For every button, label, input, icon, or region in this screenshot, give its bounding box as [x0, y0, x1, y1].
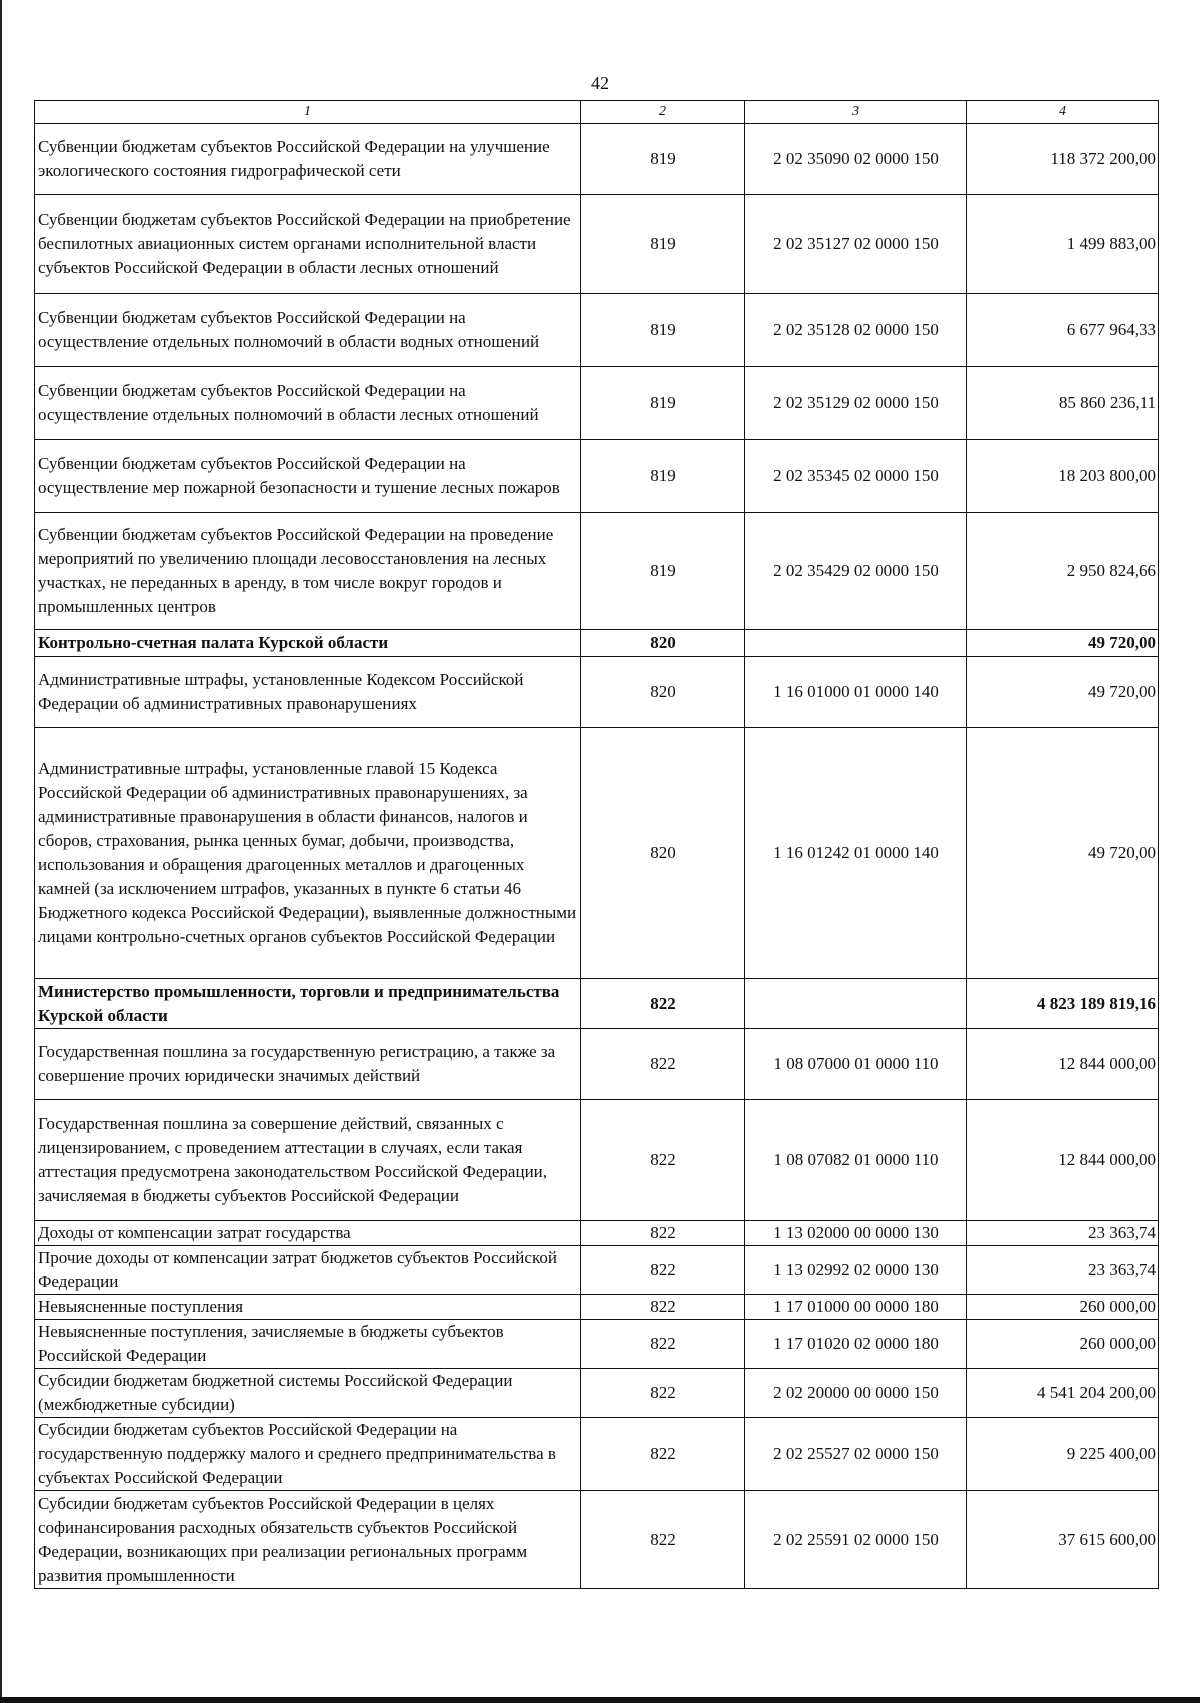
row-admin-code-cell: 819	[581, 513, 745, 630]
row-amount-cell: 260 000,00	[967, 1295, 1159, 1320]
column-number-3: 3	[745, 101, 967, 124]
table-row	[35, 367, 1159, 440]
row-kbk-code-cell: 2 02 35129 02 0000 150	[745, 367, 967, 440]
row-admin-code-cell: 822	[581, 1295, 745, 1320]
table-row	[35, 1418, 1159, 1491]
table-row	[35, 1295, 1159, 1320]
row-kbk-code-cell	[745, 630, 967, 657]
row-amount-cell: 49 720,00	[967, 630, 1159, 657]
row-amount-cell: 118 372 200,00	[967, 124, 1159, 195]
row-amount-cell: 260 000,00	[967, 1320, 1159, 1369]
row-admin-code-cell: 822	[581, 1418, 745, 1491]
row-amount-cell: 12 844 000,00	[967, 1029, 1159, 1100]
page-number: 42	[591, 73, 609, 93]
table-row	[35, 1100, 1159, 1221]
row-admin-code-cell: 819	[581, 195, 745, 294]
row-name-cell: Государственная пошлина за государственную регистрацию, а также за совершение прочих юридически значимых действий	[35, 1029, 581, 1100]
row-amount-cell: 18 203 800,00	[967, 440, 1159, 513]
row-kbk-code-cell: 1 13 02000 00 0000 130	[745, 1221, 967, 1246]
row-name-cell: Субвенции бюджетам субъектов Российской Федерации на приобретение беспилотных авиационных систем органами исполнительной власти субъектов Российской Федерации в области лесных отношений	[35, 195, 581, 294]
table-row	[35, 1246, 1159, 1295]
table-row	[35, 294, 1159, 367]
row-amount-cell: 9 225 400,00	[967, 1418, 1159, 1491]
row-amount-cell: 4 823 189 819,16	[967, 979, 1159, 1029]
row-name-cell: Субсидии бюджетам бюджетной системы Российской Федерации (межбюджетные субсидии)	[35, 1369, 581, 1418]
row-name-cell: Доходы от компенсации затрат государства	[35, 1221, 581, 1246]
column-number-1: 1	[35, 101, 581, 124]
row-amount-cell: 23 363,74	[967, 1221, 1159, 1246]
row-kbk-code-cell: 2 02 25591 02 0000 150	[745, 1491, 967, 1589]
row-kbk-code-cell: 1 08 07000 01 0000 110	[745, 1029, 967, 1100]
table-row	[35, 728, 1159, 979]
row-amount-cell: 4 541 204 200,00	[967, 1369, 1159, 1418]
row-amount-cell: 49 720,00	[967, 728, 1159, 979]
row-kbk-code-cell: 2 02 20000 00 0000 150	[745, 1369, 967, 1418]
row-kbk-code-cell: 2 02 25527 02 0000 150	[745, 1418, 967, 1491]
row-name-cell: Невыясненные поступления, зачисляемые в бюджеты субъектов Российской Федерации	[35, 1320, 581, 1369]
row-amount-cell: 23 363,74	[967, 1246, 1159, 1295]
revenue-table	[34, 100, 1159, 1589]
table-row	[35, 1369, 1159, 1418]
row-name-cell: Субвенции бюджетам субъектов Российской Федерации на осуществление отдельных полномочий в области лесных отношений	[35, 367, 581, 440]
row-admin-code-cell: 820	[581, 657, 745, 728]
row-kbk-code-cell: 2 02 35090 02 0000 150	[745, 124, 967, 195]
row-amount-cell: 85 860 236,11	[967, 367, 1159, 440]
table-row	[35, 440, 1159, 513]
column-number-row	[35, 101, 1159, 124]
row-amount-cell: 6 677 964,33	[967, 294, 1159, 367]
row-admin-code-cell: 820	[581, 630, 745, 657]
table-row	[35, 1491, 1159, 1589]
row-name-cell: Субвенции бюджетам субъектов Российской Федерации на проведение мероприятий по увеличению площади лесовосстановления на лесных участках, не переданных в аренду, в том числе вокруг городов и промышленных центров	[35, 513, 581, 630]
row-kbk-code-cell	[745, 979, 967, 1029]
row-kbk-code-cell: 1 17 01000 00 0000 180	[745, 1295, 967, 1320]
row-amount-cell: 1 499 883,00	[967, 195, 1159, 294]
row-admin-code-cell: 819	[581, 124, 745, 195]
row-name-cell: Административные штрафы, установленные Кодексом Российской Федерации об административных правонарушениях	[35, 657, 581, 728]
row-name-cell: Субвенции бюджетам субъектов Российской Федерации на осуществление мер пожарной безопасности и тушение лесных пожаров	[35, 440, 581, 513]
table-row	[35, 195, 1159, 294]
table-body	[35, 124, 1159, 1589]
row-kbk-code-cell: 1 13 02992 02 0000 130	[745, 1246, 967, 1295]
column-number-4: 4	[967, 101, 1159, 124]
table-row	[35, 657, 1159, 728]
row-admin-code-cell: 822	[581, 1369, 745, 1418]
row-admin-code-cell: 822	[581, 1100, 745, 1221]
row-kbk-code-cell: 2 02 35429 02 0000 150	[745, 513, 967, 630]
table-row	[35, 1029, 1159, 1100]
row-admin-code-cell: 822	[581, 979, 745, 1029]
row-name-cell: Прочие доходы от компенсации затрат бюджетов субъектов Российской Федерации	[35, 1246, 581, 1295]
row-name-cell: Субсидии бюджетам субъектов Российской Федерации на государственную поддержку малого и среднего предпринимательства в субъектах Российской Федерации	[35, 1418, 581, 1491]
row-admin-code-cell: 819	[581, 367, 745, 440]
scan-edge-left	[0, 0, 2, 1703]
column-number-2: 2	[581, 101, 745, 124]
row-kbk-code-cell: 2 02 35128 02 0000 150	[745, 294, 967, 367]
row-kbk-code-cell: 1 16 01242 01 0000 140	[745, 728, 967, 979]
row-admin-code-cell: 822	[581, 1491, 745, 1589]
row-admin-code-cell: 819	[581, 294, 745, 367]
table-row	[35, 630, 1159, 657]
row-kbk-code-cell: 2 02 35345 02 0000 150	[745, 440, 967, 513]
row-kbk-code-cell: 1 16 01000 01 0000 140	[745, 657, 967, 728]
row-name-cell: Невыясненные поступления	[35, 1295, 581, 1320]
table-row	[35, 979, 1159, 1029]
row-admin-code-cell: 820	[581, 728, 745, 979]
row-kbk-code-cell: 1 17 01020 02 0000 180	[745, 1320, 967, 1369]
row-admin-code-cell: 822	[581, 1320, 745, 1369]
row-admin-code-cell: 822	[581, 1221, 745, 1246]
row-amount-cell: 37 615 600,00	[967, 1491, 1159, 1589]
row-admin-code-cell: 819	[581, 440, 745, 513]
row-name-cell: Административные штрафы, установленные главой 15 Кодекса Российской Федерации об административных правонарушениях, за административные правонарушения в области финансов, налогов и сборов, страхования, рынка ценных бумаг, добычи, производства, использования и обращения драгоценных металлов и драгоценных камней (за исключением штрафов, указанных в пункте 6 статьи 46 Бюджетного кодекса Российской Федерации), выявленные должностными лицами контрольно-счетных органов субъектов Российской Федерации	[35, 728, 581, 979]
scan-edge-bottom	[0, 1697, 1200, 1703]
row-amount-cell: 49 720,00	[967, 657, 1159, 728]
row-name-cell: Субсидии бюджетам субъектов Российской Федерации в целях софинансирования расходных обязательств субъектов Российской Федерации, возникающих при реализации региональных программ развития промышленности	[35, 1491, 581, 1589]
row-name-cell: Государственная пошлина за совершение действий, связанных с лицензированием, с проведением аттестации в случаях, если такая аттестация предусмотрена законодательством Российской Федерации, зачисляемая в бюджеты субъектов Российской Федерации	[35, 1100, 581, 1221]
row-admin-code-cell: 822	[581, 1029, 745, 1100]
row-amount-cell: 2 950 824,66	[967, 513, 1159, 630]
row-name-cell: Субвенции бюджетам субъектов Российской Федерации на осуществление отдельных полномочий в области водных отношений	[35, 294, 581, 367]
table-row	[35, 124, 1159, 195]
row-kbk-code-cell: 2 02 35127 02 0000 150	[745, 195, 967, 294]
row-amount-cell: 12 844 000,00	[967, 1100, 1159, 1221]
table-row	[35, 513, 1159, 630]
table-row	[35, 1221, 1159, 1246]
row-name-cell: Контрольно-счетная палата Курской области	[35, 630, 581, 657]
row-kbk-code-cell: 1 08 07082 01 0000 110	[745, 1100, 967, 1221]
row-name-cell: Министерство промышленности, торговли и предпринимательства Курской области	[35, 979, 581, 1029]
row-name-cell: Субвенции бюджетам субъектов Российской Федерации на улучшение экологического состояния гидрографической сети	[35, 124, 581, 195]
row-admin-code-cell: 822	[581, 1246, 745, 1295]
table-row	[35, 1320, 1159, 1369]
